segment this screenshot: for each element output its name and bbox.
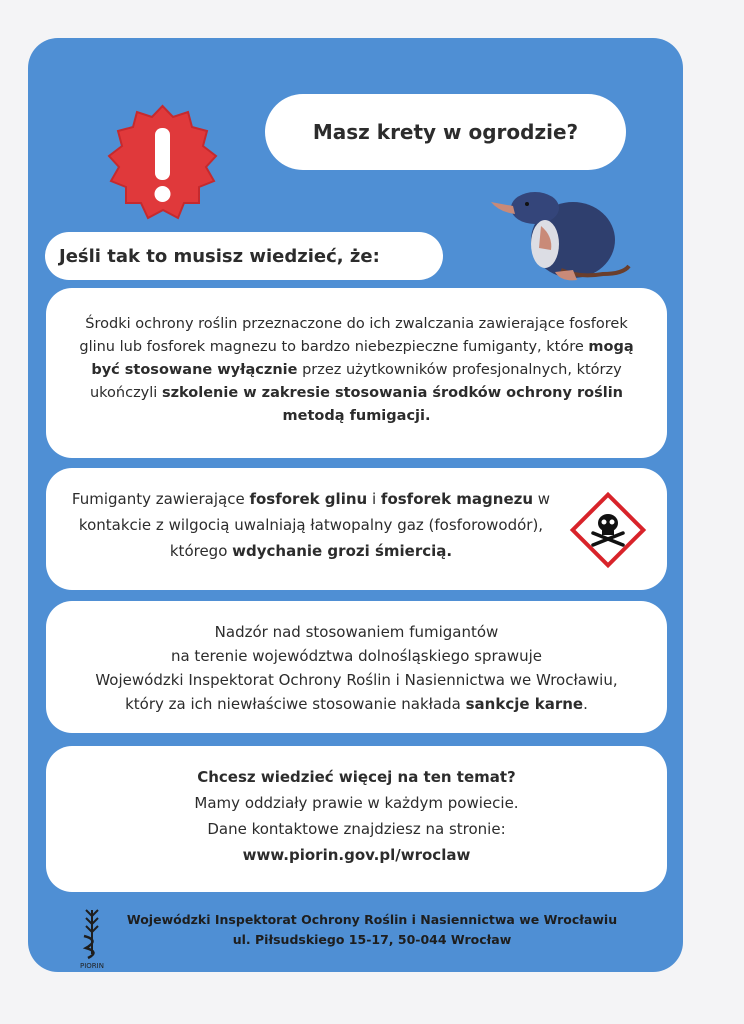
poster: [28, 38, 683, 972]
info-card-fumigants: [46, 288, 667, 458]
card2-text-2: i: [367, 490, 381, 508]
card1-text-1: Środki ochrony roślin przeznaczone do ich zwalczania zawierające fosforek glinu lub fosforek magnezu to bardzo niebezpieczne fumiganty, które: [79, 316, 628, 355]
card2-bold-2: fosforek magnezu: [380, 490, 534, 508]
info-card-supervision: [46, 601, 667, 733]
card2-text-3: w kontakcie z wilgocią uwalniają łatwopalny gaz (fosforowodór), którego: [78, 490, 551, 560]
card3-line-4-bold: sankcje karne: [465, 695, 584, 713]
footer: [28, 900, 683, 970]
info-card-contact: [46, 746, 667, 892]
logo-text: PIORIN: [80, 962, 104, 970]
card3-line-4-prefix: który za ich niewłaściwe stosowanie nakłada: [125, 695, 466, 713]
card4-line-2: Mamy oddziały prawie w każdym powiecie.: [194, 794, 519, 812]
piorin-logo: [78, 906, 106, 970]
card3-line-2: na terenie województwa dolnośląskiego sprawuje: [170, 647, 543, 665]
card2-text-1: Fumiganty zawierające: [71, 490, 250, 508]
page-title: Masz krety w ogrodzie?: [265, 94, 626, 170]
subtitle: Jeśli tak to musisz wiedzieć, że:: [45, 232, 443, 280]
card1-bold-1: mogą być stosowane wyłącznie: [91, 339, 634, 378]
card3-line-4-suffix: .: [583, 695, 588, 713]
website-link[interactable]: www.piorin.gov.pl/wroclaw: [242, 846, 471, 864]
card1-text-2: przez użytkowników profesjonalnych, którzy ukończyli: [89, 362, 622, 401]
mole-icon: [483, 178, 633, 288]
info-card-hazard: [46, 468, 667, 590]
footer-line-2: ul. Piłsudskiego 15-17, 50-044 Wrocław: [232, 932, 512, 947]
card4-line-3: Dane kontaktowe znajdziesz na stronie:: [207, 820, 506, 838]
footer-address: [112, 910, 632, 950]
card4-heading: Chcesz wiedzieć więcej na ten temat?: [197, 768, 516, 786]
card2-text: [56, 486, 566, 564]
footer-line-1: Wojewódzki Inspektorat Ochrony Roślin i Nasiennictwa we Wrocławiu: [126, 912, 618, 927]
card2-bold-1: fosforek glinu: [249, 490, 368, 508]
exclamation-badge-icon: [100, 102, 225, 227]
skull-crossbones-hazard-icon: [569, 491, 647, 569]
card1-bold-2: szkolenie w zakresie stosowania środków ochrony roślin metodą fumigacji.: [161, 385, 624, 424]
card3-line-1: Nadzór nad stosowaniem fumigantów: [214, 623, 499, 641]
card2-bold-3: wdychanie grozi śmiercią.: [232, 542, 453, 560]
card3-line-4: [66, 692, 647, 716]
card3-line-3: Wojewódzki Inspektorat Ochrony Roślin i Nasiennictwa we Wrocławiu,: [95, 671, 618, 689]
